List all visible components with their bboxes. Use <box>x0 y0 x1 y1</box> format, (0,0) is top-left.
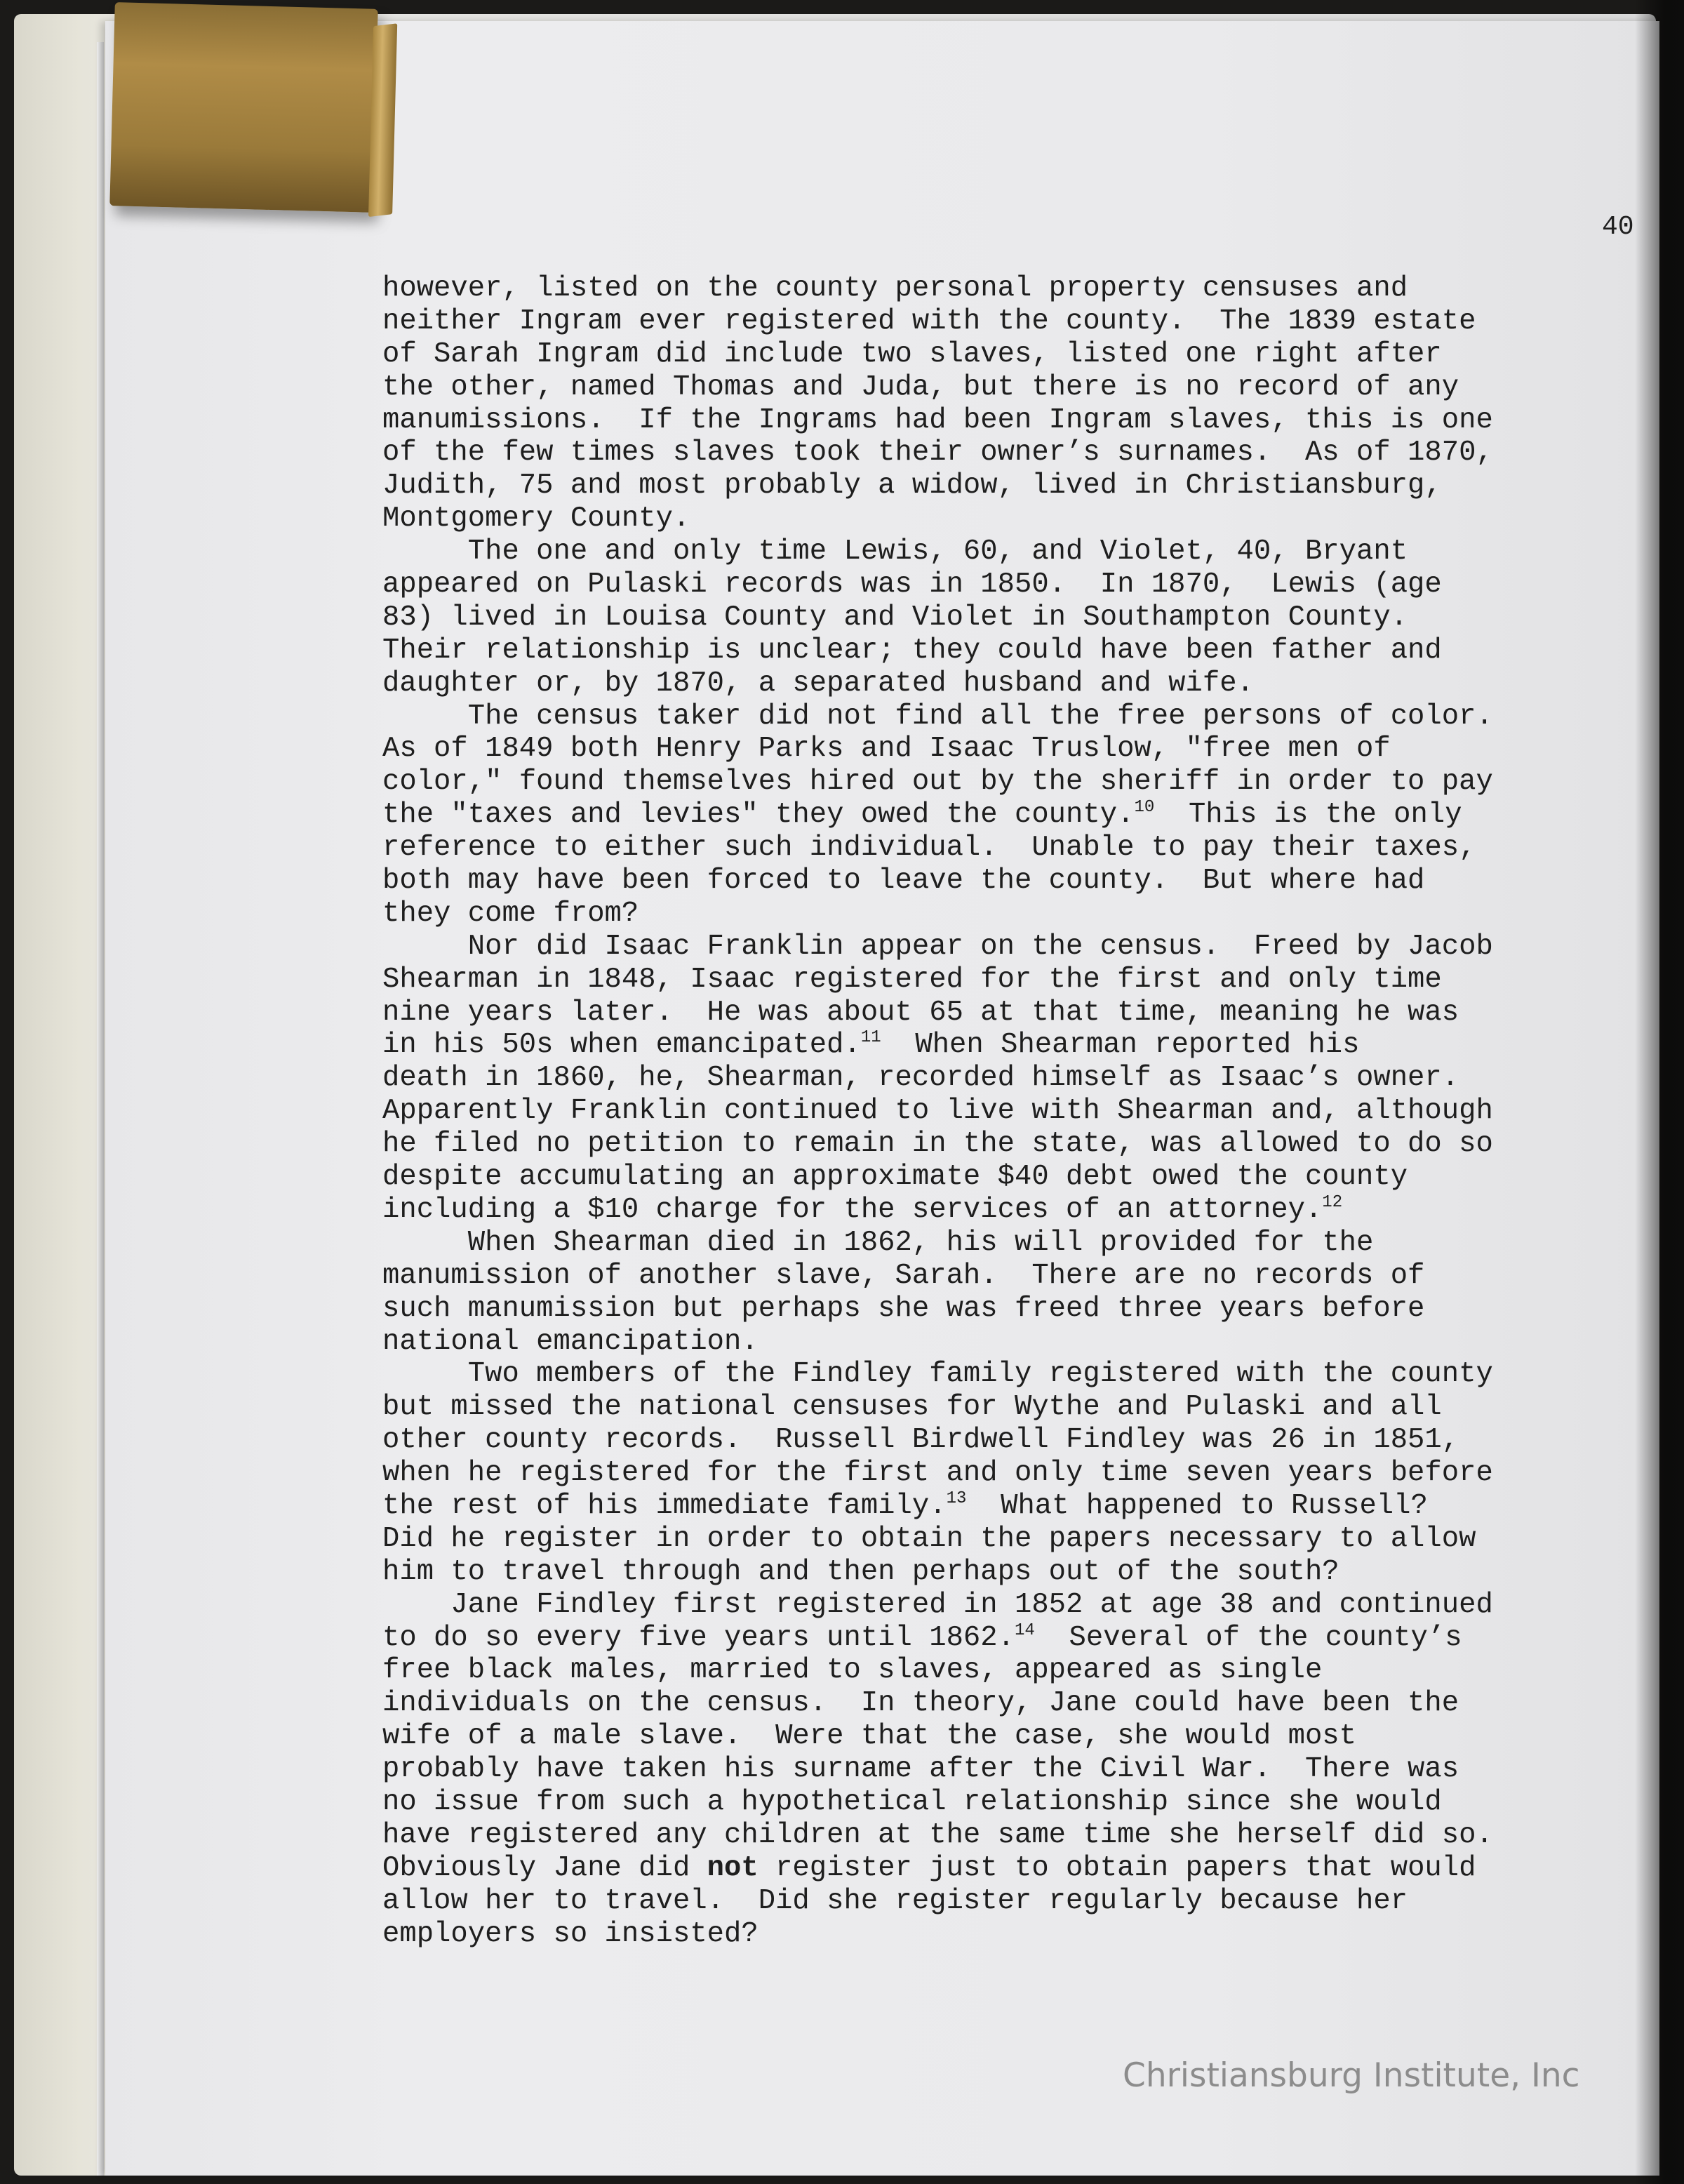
emphasis-text: not <box>707 1851 759 1884</box>
text-line <box>382 1490 1645 1523</box>
text-line <box>382 1260 1645 1293</box>
text-line <box>382 1687 1645 1720</box>
paper-edge <box>97 42 104 2176</box>
line-text: manumission of another slave, Sarah. There are no records of <box>382 1259 1425 1292</box>
watermark: Christiansburg Institute, Inc <box>1123 2056 1580 2095</box>
text-line <box>382 272 1645 305</box>
line-text: As of 1849 both Henry Parks and Isaac Truslow, "free men of <box>382 733 1391 766</box>
line-text-continued: What happened to Russell? <box>966 1489 1428 1522</box>
text-line <box>382 997 1645 1030</box>
footnote-marker: 12 <box>1322 1192 1343 1212</box>
text-line <box>382 1753 1645 1786</box>
line-text: Obviously Jane did <box>382 1851 707 1884</box>
text-line <box>382 1326 1645 1359</box>
text-line <box>382 502 1645 535</box>
text-line <box>382 1885 1645 1918</box>
line-text: 83) lived in Louisa County and Violet in Southampton County. <box>382 601 1408 634</box>
text-line <box>382 601 1645 634</box>
text-line <box>382 1424 1645 1457</box>
footnote-marker: 13 <box>946 1489 967 1508</box>
text-line <box>382 931 1645 964</box>
line-text-continued: Several of the county’s <box>1034 1621 1462 1654</box>
line-text: Did he register in order to obtain the papers necessary to allow <box>382 1522 1476 1555</box>
text-line <box>382 1128 1645 1161</box>
text-line <box>382 371 1645 404</box>
text-line <box>382 832 1645 865</box>
line-text: manumissions. If the Ingrams had been Ingram slaves, this is one <box>382 404 1493 437</box>
line-text: nine years later. He was about 65 at that time, meaning he was <box>382 996 1459 1029</box>
line-text: of the few times slaves took their owner’s surnames. As of 1870, <box>382 437 1493 470</box>
text-line <box>382 437 1645 470</box>
text-line <box>382 568 1645 601</box>
line-text: free black males, married to slaves, appeared as single <box>382 1654 1323 1687</box>
footnote-marker: 10 <box>1134 798 1155 818</box>
text-line <box>382 470 1645 502</box>
line-text: in his 50s when emancipated. <box>382 1029 861 1062</box>
line-text: him to travel through and then perhaps out of the south? <box>382 1555 1339 1588</box>
line-text: of Sarah Ingram did include two slaves, listed one right after <box>382 338 1442 371</box>
page-number: 40 <box>1602 212 1634 242</box>
text-line <box>382 799 1645 832</box>
footnote-marker: 14 <box>1014 1620 1035 1640</box>
text-line <box>382 865 1645 898</box>
line-text: Montgomery County. <box>382 502 690 535</box>
text-line <box>382 1095 1645 1128</box>
line-text: employers so insisted? <box>382 1917 759 1950</box>
text-line <box>382 898 1645 931</box>
text-line <box>382 1622 1645 1655</box>
line-text: Nor did Isaac Franklin appear on the census. Freed by Jacob <box>382 930 1493 963</box>
text-line <box>382 700 1645 733</box>
text-line <box>382 1819 1645 1852</box>
line-text: the rest of his immediate family. <box>382 1489 947 1522</box>
line-text: Jane Findley first registered in 1852 at age 38 and continued <box>382 1588 1493 1621</box>
line-text: allow her to travel. Did she register regularly because her <box>382 1884 1408 1917</box>
text-line <box>382 1227 1645 1260</box>
line-text: daughter or, by 1870, a separated husband and wife. <box>382 667 1254 700</box>
text-line <box>382 733 1645 766</box>
text-line <box>382 535 1645 568</box>
line-text: The census taker did not find all the free persons of color. <box>382 700 1493 733</box>
line-text: he filed no petition to remain in the state, was allowed to do so <box>382 1128 1493 1161</box>
line-text: Their relationship is unclear; they could have been father and <box>382 634 1442 667</box>
line-text: Judith, 75 and most probably a widow, lived in Christiansburg, <box>382 470 1442 502</box>
line-text: Apparently Franklin continued to live with Shearman and, although <box>382 1095 1493 1128</box>
text-line <box>382 1918 1645 1951</box>
text-line <box>382 1589 1645 1622</box>
text-line <box>382 1293 1645 1326</box>
text-line <box>382 1194 1645 1227</box>
text-line <box>382 1391 1645 1424</box>
line-text: no issue from such a hypothetical relationship since she would <box>382 1785 1442 1818</box>
line-text: probably have taken his surname after the Civil War. There was <box>382 1753 1459 1786</box>
line-text: both may have been forced to leave the county. But where had <box>382 865 1425 898</box>
line-text: including a $10 charge for the services of an attorney. <box>382 1193 1323 1226</box>
line-text: The one and only time Lewis, 60, and Violet, 40, Bryant <box>382 535 1408 568</box>
text-line <box>382 1358 1645 1391</box>
text-line <box>382 305 1645 338</box>
line-text: wife of a male slave. Were that the case, she would most <box>382 1720 1356 1753</box>
text-line <box>382 1457 1645 1490</box>
text-line <box>382 667 1645 700</box>
text-line <box>382 964 1645 997</box>
line-text: reference to either such individual. Unable to pay their taxes, <box>382 832 1476 865</box>
text-line <box>382 1161 1645 1194</box>
line-text: such manumission but perhaps she was freed three years before <box>382 1292 1425 1325</box>
line-text: appeared on Pulaski records was in 1850. In 1870, Lewis (age <box>382 568 1442 601</box>
line-text: they come from? <box>382 897 639 930</box>
text-line <box>382 1786 1645 1819</box>
text-line <box>382 1062 1645 1095</box>
text-line <box>382 1852 1645 1885</box>
line-text: when he registered for the first and only time seven years before <box>382 1457 1493 1490</box>
line-text: individuals on the census. In theory, Jane could have been the <box>382 1687 1459 1720</box>
line-text: to do so every five years until 1862. <box>382 1621 1015 1654</box>
line-text: the other, named Thomas and Juda, but there is no record of any <box>382 371 1459 404</box>
line-text-continued: register just to obtain papers that would <box>758 1851 1476 1884</box>
line-text: national emancipation. <box>382 1325 759 1358</box>
line-text: the "taxes and levies" they owed the county. <box>382 799 1135 832</box>
text-line <box>382 1654 1645 1687</box>
line-text: Shearman in 1848, Isaac registered for the first and only time <box>382 963 1442 996</box>
line-text: death in 1860, he, Shearman, recorded himself as Isaac’s owner. <box>382 1062 1459 1095</box>
text-line <box>382 404 1645 437</box>
body-text <box>382 272 1645 1950</box>
text-line <box>382 1720 1645 1753</box>
line-text: color," found themselves hired out by the sheriff in order to pay <box>382 766 1493 799</box>
text-line <box>382 1523 1645 1556</box>
text-line <box>382 634 1645 667</box>
line-text: however, listed on the county personal property censuses and <box>382 272 1408 305</box>
text-line <box>382 1029 1645 1062</box>
line-text: but missed the national censuses for Wythe and Pulaski and all <box>382 1391 1442 1424</box>
text-line <box>382 766 1645 799</box>
binder-clip <box>109 2 377 213</box>
text-line <box>382 338 1645 371</box>
line-text-continued: This is the only <box>1154 799 1462 832</box>
line-text-continued: When Shearman reported his <box>881 1029 1360 1062</box>
line-text: When Shearman died in 1862, his will provided for the <box>382 1226 1374 1259</box>
text-line <box>382 1556 1645 1589</box>
line-text: neither Ingram ever registered with the county. The 1839 estate <box>382 305 1476 338</box>
line-text: Two members of the Findley family registered with the county <box>382 1358 1493 1391</box>
footnote-marker: 11 <box>860 1028 881 1048</box>
line-text: despite accumulating an approximate $40 debt owed the county <box>382 1161 1408 1194</box>
line-text: other county records. Russell Birdwell Findley was 26 in 1851, <box>382 1424 1459 1457</box>
binder-clip-side <box>368 23 397 217</box>
line-text: have registered any children at the same time she herself did so. <box>382 1818 1493 1851</box>
